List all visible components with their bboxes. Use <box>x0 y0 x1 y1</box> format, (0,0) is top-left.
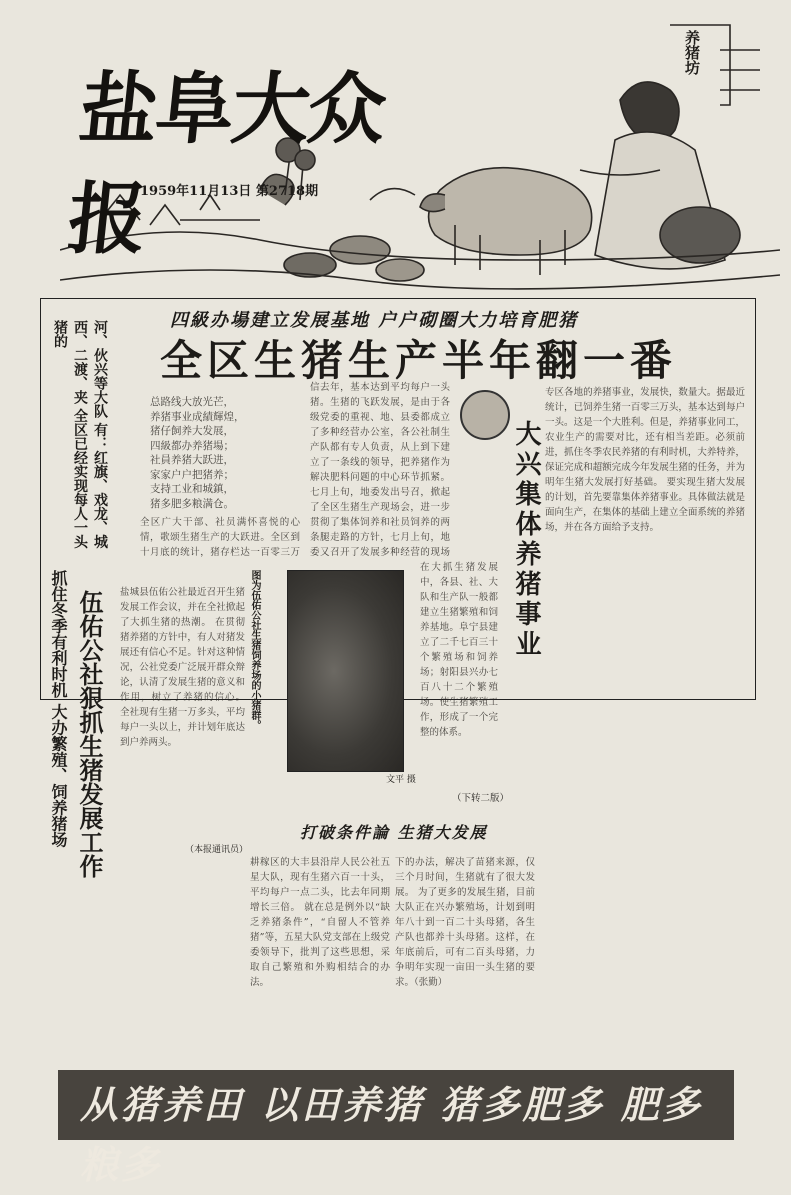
photo-credit: 文平 摄 <box>386 775 416 785</box>
lead-body-2: 信去年，基本达到平均每户一头猪。生猪的飞跃发展，是由于各级党委的重视、地、县委都成立了多种经营办公室，各公社制生产队都有专人负责，从上到下建立了一条线的领导，把养猪作为解决肥料问题的中心环节抓紧。七月上旬，地委发出号召，掀起了全区生猪生产现场会，进一步贯彻了集体饲养和社员饲养的两条腿走路的方针，七月上旬，地委又召开了发展多种经营的现场 <box>310 382 450 558</box>
mini-feature-headline: 打破条件論 生猪大发展 <box>300 823 488 842</box>
feature-body: 专区各地的养猪事业，发展快，数量大。据最近统计，已饲养生猪一百零三万头，基本达到每户一头。这是一个大胜利。但是，养猪事业同工，农业生产的需要对比，还有相当差距。必须前进，抓住冬季农民养猪的有利时机，大养特养，保证完成和超额完成今年发展生猪的任务，并为明年生猪大发展打好基础。 要实现生猪大发展的计划，首先要靠集体养猪事业。具体做法就是面向生产，在集体的基础上建立全面系统的养猪场，并在各方面给予支持。 <box>545 387 745 533</box>
lead-verse <box>150 395 290 513</box>
feature-headline: 大兴集体养猪事业 <box>511 420 541 660</box>
verse-line: 总路线大放光芒， <box>150 396 234 408</box>
lead-body-3: 在大抓生猪发展中，各县、社、大队和生产队一般都建立生猪繁殖和饲养基地。阜宁县建立了二千七百三十个繁殖场和饲养场；射阳县兴办七百八十二个繁殖场。使生猪繁殖工作，形成了一个完整的体系。 <box>420 562 498 738</box>
piglet-photo <box>287 570 404 772</box>
photo-caption: 图为伍佑公社生猪饲养场的小猪群。 <box>249 570 260 730</box>
lead-side-note: 河、伙兴等大队 有：红旗、戏龙、城西、二渡、夹 全区已经实现每人一头猪的 <box>52 320 108 549</box>
verse-line: 猪多肥多粮满仓。 <box>150 497 234 510</box>
left-story-body: 盐城县伍佑公社最近召开生猪发展工作会议，并在全社掀起了大抓生猪的热潮。 在贯彻猪养猪的方针中，有人对猪发展还有信心不足。针对这种情况，公社党委广泛展开群众辩论，认清了发展生猪的意义和作用，树立了养猪的信心。 全社现有生猪一万多头，平均每户一头以上，并计划年底达到户养两头。 <box>120 587 245 748</box>
verse-line: 家家户户把猪养； <box>150 468 234 481</box>
issue-date: 1959年11月13日 <box>140 184 252 199</box>
mini-feature-body-1: 耕稼区的大丰县沿岸人民公社五星大队，现有生猪六百一十头，平均每户一点二头，比去年同期增长三倍。 就在总是例外以“缺乏养猪条件”，“自留人不管养猪”等，五星大队党支部在上级党委领导下，批判了这些思想，采取自己繁殖和外购相结合的办法。 <box>250 857 390 988</box>
verse-line: 养猪事业成績輝煌， <box>150 410 245 423</box>
corner-column-tag: 养猪坊 <box>683 30 701 75</box>
mini-feature-body-2: 下的办法，解决了苗猪来源，仅三个月时间，生猪就有了很大发展。 为了更多的发展生猪，目前大队正在兴办繁殖场，计划到明年八十到一百二十头母猪，各生产队也都养十头母猪。这样，在年底前后，可有二百头母猪，力争明年实现一亩田一头生猪的要求。（张勤） <box>395 857 535 988</box>
verse-line: 支持工业和城鎮， <box>150 483 234 495</box>
lead-headline: 全区生猪生产半年翻一番 <box>160 336 678 385</box>
verse-line: 社員养猪大跃进， <box>150 454 234 466</box>
lead-body-1: 全区广大干部、社员满怀喜悦的心情，歌颂生猪生产的大跃进。全区到十月底的统计，猪存栏达一百零三万 <box>140 517 300 558</box>
lead-subhead: 四級办場建立发展基地 户户砌圈大力培育肥猪 <box>170 310 579 331</box>
left-story-headline: 伍佑公社狠抓生猪发展工作 <box>75 590 104 878</box>
dateline <box>140 180 318 199</box>
left-story-credit: （本报通讯员） <box>185 845 249 855</box>
verse-line: 四級都办养猪場； <box>150 439 234 452</box>
slogan-text: 从猪养田 以田养猪 猪多肥多 肥多粮多 <box>80 1082 703 1187</box>
verse-line: 猪仔飼养大发展， <box>150 425 234 437</box>
continued-note: （下转二版） <box>452 793 510 804</box>
left-story-kicker: 抓住冬季有利时机 大办繁殖、饲养猪场 <box>49 570 68 848</box>
emblem-icon <box>460 390 510 440</box>
issue-number: 第2718期 <box>255 184 319 199</box>
masthead-title: 盐阜大众报 <box>63 64 389 265</box>
